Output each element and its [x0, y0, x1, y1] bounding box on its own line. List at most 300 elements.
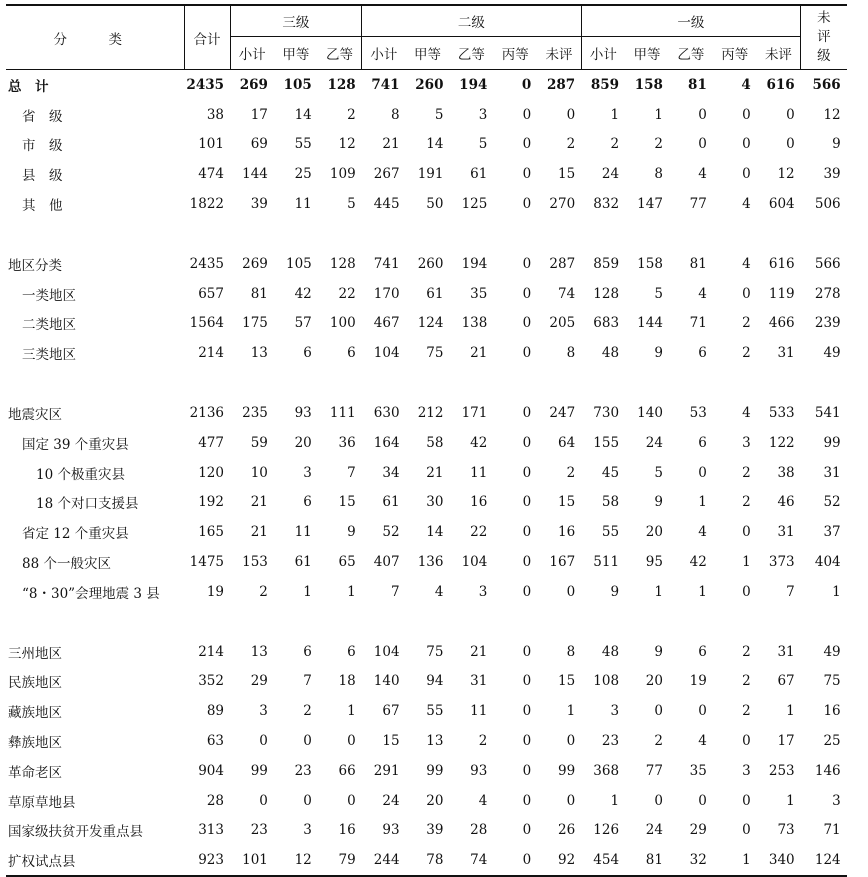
table-cell: 4 — [698, 166, 707, 183]
table-cell: 158 — [634, 76, 663, 93]
table-row — [6, 159, 847, 189]
table-cell: 0 — [522, 106, 532, 123]
table-cell: 14 — [426, 136, 444, 153]
table-cell: 741 — [371, 76, 400, 93]
table-cell: 53 — [689, 405, 707, 422]
table-cell: 0 — [742, 166, 751, 183]
table-cell: 16 — [338, 822, 356, 839]
table-cell: 146 — [814, 762, 841, 779]
table-cell: 2 — [654, 733, 663, 750]
table-cell: 0 — [742, 822, 751, 839]
table-cell: 81 — [250, 285, 268, 302]
table-cell: 0 — [522, 196, 532, 213]
table-cell: 657 — [198, 285, 224, 302]
table-cell: 78 — [406, 845, 450, 876]
table-cell: 4 — [742, 196, 751, 213]
table-cell: 9 — [654, 643, 663, 660]
subheader-level2-0: 小计 — [362, 37, 406, 70]
table-cell: 108 — [593, 673, 620, 690]
table-cell: 0 — [522, 643, 532, 660]
table-cell: 31 — [777, 643, 795, 660]
table-cell: 120 — [198, 464, 224, 481]
row-label: 其 他 — [22, 198, 63, 215]
table-row — [6, 786, 847, 816]
table-cell: 7 — [347, 464, 356, 481]
table-cell: 11 — [470, 464, 488, 481]
table-cell: 0 — [522, 464, 532, 481]
table-cell: 0 — [742, 106, 751, 123]
table-cell: 859 — [590, 76, 620, 93]
table-cell: 6 — [698, 434, 707, 451]
table-cell: 20 — [645, 673, 663, 690]
table-cell: 2 — [742, 643, 751, 660]
table-cell: 0 — [522, 703, 532, 720]
header-group-level2: 二级 — [362, 5, 581, 37]
table-cell: 616 — [768, 255, 795, 272]
table-cell: 1 — [713, 845, 757, 876]
table-row — [6, 279, 847, 309]
table-cell: 21 — [250, 494, 268, 511]
table-cell: 630 — [373, 405, 400, 422]
table-cell: 9 — [610, 583, 620, 600]
table-cell: 99 — [250, 762, 268, 779]
table-cell: 313 — [198, 822, 224, 839]
table-cell: 0 — [742, 733, 751, 750]
table-cell: 17 — [250, 106, 268, 123]
table-row — [6, 756, 847, 786]
spacer-row — [6, 368, 847, 398]
table-cell: 17 — [777, 733, 795, 750]
table-cell: 73 — [777, 822, 795, 839]
table-cell: 0 — [786, 136, 795, 153]
table-cell: 194 — [461, 255, 488, 272]
table-cell: 239 — [814, 315, 841, 332]
table-cell: 0 — [566, 792, 576, 809]
table-cell: 604 — [768, 196, 795, 213]
table-cell: 170 — [373, 285, 400, 302]
table-cell: 119 — [768, 285, 795, 302]
table-cell: 3 — [259, 703, 268, 720]
table-cell: 50 — [426, 196, 444, 213]
table-cell: 144 — [242, 166, 268, 183]
table-cell: 291 — [373, 762, 400, 779]
table-cell: 730 — [593, 405, 620, 422]
table-cell: 122 — [768, 434, 795, 451]
table-cell: 0 — [566, 583, 576, 600]
table-cell: 128 — [327, 76, 356, 93]
table-cell: 165 — [198, 524, 224, 541]
table-cell: 3 — [742, 434, 751, 451]
row-label: 18 个对口支援县 — [36, 496, 139, 513]
table-cell: 0 — [303, 792, 312, 809]
table-cell: 0 — [742, 583, 751, 600]
table-cell: 9 — [347, 524, 356, 541]
table-cell: 22 — [470, 524, 488, 541]
table-cell: 0 — [566, 733, 576, 750]
table-cell: 8 — [654, 166, 663, 183]
table-cell: 287 — [549, 255, 576, 272]
table-cell: 2136 — [189, 405, 224, 422]
table-cell: 1 — [698, 494, 707, 511]
table-cell: 26 — [557, 822, 576, 839]
table-cell: 16 — [557, 524, 576, 541]
table-cell: 61 — [426, 285, 444, 302]
table-row — [6, 637, 847, 667]
table-cell: 1 — [654, 106, 663, 123]
table-cell: 253 — [768, 762, 795, 779]
spacer-row — [6, 607, 847, 637]
table-cell: 23 — [294, 762, 312, 779]
table-cell: 42 — [470, 434, 488, 451]
row-label: 三州地区 — [8, 645, 62, 662]
table-cell: 270 — [549, 196, 576, 213]
table-cell: 24 — [645, 822, 663, 839]
table-cell: 0 — [347, 792, 356, 809]
table-cell: 22 — [338, 285, 356, 302]
spacer-cell — [6, 607, 847, 637]
table-cell: 77 — [645, 762, 663, 779]
table-cell: 81 — [689, 255, 707, 272]
row-label: 地震灾区 — [8, 407, 62, 424]
table-cell: 1 — [566, 703, 576, 720]
table-cell: 7 — [390, 583, 400, 600]
table-cell: 164 — [373, 434, 400, 451]
subheader-level1-2: 乙等 — [677, 47, 705, 63]
table-row — [6, 547, 847, 577]
table-cell: 15 — [557, 494, 576, 511]
table-cell: 12 — [274, 845, 318, 876]
table-cell: 11 — [294, 196, 312, 213]
table-row — [6, 577, 847, 607]
table-cell: 191 — [417, 166, 444, 183]
table-cell: 34 — [382, 464, 400, 481]
table-cell: 7 — [303, 673, 312, 690]
table-cell: 267 — [373, 166, 400, 183]
table-cell: 533 — [768, 405, 795, 422]
table-cell: 8 — [390, 106, 400, 123]
table-cell: 0 — [698, 136, 707, 153]
table-cell: 741 — [373, 255, 400, 272]
table-row — [6, 189, 847, 219]
table-cell: 3 — [478, 106, 488, 123]
table-cell: 683 — [593, 315, 620, 332]
table-cell: 16 — [470, 494, 488, 511]
table-cell: 1822 — [189, 196, 224, 213]
table-cell: 93 — [294, 405, 312, 422]
table-cell: 61 — [470, 166, 488, 183]
table-cell: 247 — [549, 405, 576, 422]
table-cell: 175 — [242, 315, 268, 332]
statistics-table-container — [6, 4, 842, 877]
table-cell: 6 — [303, 643, 312, 660]
table-cell: 260 — [417, 255, 444, 272]
table-cell: 3 — [742, 762, 751, 779]
row-label: 草原草地县 — [8, 794, 76, 811]
table-cell: 104 — [461, 554, 488, 571]
table-cell: 0 — [698, 106, 707, 123]
table-cell: 63 — [206, 733, 224, 750]
table-cell: 99 — [823, 434, 841, 451]
table-cell: 111 — [329, 405, 356, 422]
table-cell: 31 — [470, 673, 488, 690]
table-cell: 167 — [549, 554, 576, 571]
table-row — [6, 338, 847, 368]
table-cell: 28 — [470, 822, 488, 839]
table-cell: 404 — [814, 554, 841, 571]
subheader-level3-1: 甲等 — [282, 47, 310, 63]
row-label: 省定 12 个重灾县 — [22, 526, 129, 543]
subheader-level2-1: 甲等 — [414, 47, 442, 63]
table-cell: 125 — [461, 196, 488, 213]
table-cell: 192 — [198, 494, 224, 511]
table-cell: 109 — [329, 166, 356, 183]
table-cell: 64 — [557, 434, 576, 451]
table-cell: 14 — [294, 106, 312, 123]
table-cell: 0 — [522, 255, 532, 272]
table-cell: 1 — [786, 703, 795, 720]
row-label: 民族地区 — [8, 675, 62, 692]
table-cell: 904 — [198, 762, 224, 779]
table-cell: 21 — [470, 643, 488, 660]
table-cell: 0 — [742, 524, 751, 541]
table-cell: 55 — [426, 703, 444, 720]
table-cell: 49 — [823, 643, 841, 660]
table-cell: 13 — [250, 345, 268, 362]
subheader-level2-3: 丙等 — [501, 47, 529, 63]
table-cell: 38 — [777, 464, 795, 481]
table-cell: 20 — [294, 434, 312, 451]
row-label: 国家级扶贫开发重点县 — [8, 824, 143, 841]
table-cell: 0 — [522, 345, 532, 362]
table-row — [6, 398, 847, 428]
table-row — [6, 488, 847, 518]
hospital-grade-table — [6, 4, 847, 877]
table-cell: 2 — [742, 464, 751, 481]
table-cell: 0 — [259, 792, 268, 809]
table-cell: 4 — [742, 255, 751, 272]
table-cell: 42 — [294, 285, 312, 302]
table-cell: 2 — [566, 464, 576, 481]
table-cell: 2 — [742, 315, 751, 332]
table-cell: 52 — [823, 494, 841, 511]
table-cell: 4 — [698, 524, 707, 541]
table-cell: 0 — [522, 733, 532, 750]
table-cell: 153 — [242, 554, 268, 571]
table-header — [6, 5, 847, 70]
table-cell: 74 — [449, 845, 493, 876]
table-cell: 466 — [768, 315, 795, 332]
table-cell: 105 — [286, 255, 312, 272]
table-cell: 616 — [766, 76, 795, 93]
table-cell: 0 — [522, 762, 532, 779]
table-cell: 10 — [250, 464, 268, 481]
table-cell: 4 — [698, 285, 707, 302]
table-cell: 6 — [303, 494, 312, 511]
subheader-level3-2: 乙等 — [325, 47, 353, 63]
table-cell: 4 — [742, 405, 751, 422]
table-cell: 2 — [742, 703, 751, 720]
header-group-level3: 三级 — [230, 5, 362, 37]
table-cell: 138 — [461, 315, 488, 332]
table-cell: 2435 — [189, 255, 224, 272]
table-cell: 1 — [786, 792, 795, 809]
spacer-cell — [6, 219, 847, 249]
table-cell: 38 — [206, 106, 224, 123]
row-label: 三类地区 — [22, 347, 76, 364]
table-cell: 1 — [347, 583, 356, 600]
table-cell: 92 — [537, 845, 581, 876]
table-cell: 23 — [601, 733, 620, 750]
table-cell: 77 — [689, 196, 707, 213]
subheader-level3-0: 小计 — [230, 37, 274, 70]
subheader-level1-4: 未评 — [764, 47, 792, 63]
table-cell: 15 — [338, 494, 356, 511]
table-cell: 2 — [610, 136, 620, 153]
table-cell: 1 — [347, 703, 356, 720]
table-cell: 100 — [329, 315, 356, 332]
table-cell: 128 — [593, 285, 620, 302]
table-cell: 11 — [294, 524, 312, 541]
table-cell: 11 — [470, 703, 488, 720]
table-cell: 0 — [522, 166, 532, 183]
subheader-level2-2: 乙等 — [457, 47, 485, 63]
table-cell: 21 — [470, 345, 488, 362]
table-cell: 81 — [688, 76, 707, 93]
table-cell: 15 — [557, 673, 576, 690]
table-cell: 8 — [566, 345, 576, 362]
table-row — [6, 70, 847, 100]
table-cell: 373 — [768, 554, 795, 571]
table-cell: 454 — [581, 845, 625, 876]
table-cell: 19 — [206, 583, 224, 600]
table-cell: 5 — [654, 285, 663, 302]
table-row — [6, 816, 847, 846]
table-cell: 74 — [557, 285, 576, 302]
table-cell: 4 — [741, 76, 751, 93]
table-cell: 25 — [823, 733, 841, 750]
spacer-row — [6, 219, 847, 249]
table-cell: 18 — [338, 673, 356, 690]
table-cell: 29 — [250, 673, 268, 690]
table-cell: 269 — [242, 255, 268, 272]
table-cell: 566 — [814, 255, 841, 272]
table-cell: 31 — [823, 464, 841, 481]
table-cell: 506 — [814, 196, 841, 213]
table-cell: 3 — [610, 703, 620, 720]
table-cell: 29 — [689, 822, 707, 839]
table-cell: 93 — [470, 762, 488, 779]
table-cell: 67 — [777, 673, 795, 690]
table-cell: 6 — [347, 643, 356, 660]
table-cell: 566 — [812, 76, 841, 93]
table-cell: 9 — [832, 136, 841, 153]
table-cell: 0 — [786, 106, 795, 123]
table-cell: 212 — [417, 405, 444, 422]
table-cell: 61 — [294, 554, 312, 571]
table-cell: 39 — [426, 822, 444, 839]
table-cell: 0 — [303, 733, 312, 750]
table-cell: 105 — [283, 76, 312, 93]
table-cell: 260 — [415, 76, 444, 93]
table-cell: 1 — [303, 583, 312, 600]
table-cell: 0 — [654, 703, 663, 720]
table-cell: 21 — [382, 136, 400, 153]
table-cell: 5 — [347, 196, 356, 213]
table-cell: 140 — [637, 405, 663, 422]
table-cell: 94 — [426, 673, 444, 690]
table-cell: 104 — [373, 643, 400, 660]
table-cell: 4 — [698, 733, 707, 750]
table-cell: 95 — [645, 554, 663, 571]
table-cell: 0 — [522, 792, 532, 809]
table-cell: 474 — [198, 166, 224, 183]
table-cell: 99 — [557, 762, 576, 779]
table-cell: 1 — [610, 106, 620, 123]
table-row — [6, 696, 847, 726]
table-cell: 0 — [259, 733, 268, 750]
table-cell: 35 — [689, 762, 707, 779]
table-cell: 75 — [426, 345, 444, 362]
table-cell: 0 — [654, 792, 663, 809]
table-cell: 0 — [698, 703, 707, 720]
table-cell: 79 — [318, 845, 362, 876]
table-cell: 2 — [347, 106, 356, 123]
table-cell: 7 — [786, 583, 795, 600]
table-cell: 0 — [522, 405, 532, 422]
table-cell: 21 — [250, 524, 268, 541]
table-cell: 12 — [338, 136, 356, 153]
table-cell: 0 — [522, 315, 532, 332]
table-cell: 278 — [814, 285, 841, 302]
table-cell: 104 — [373, 345, 400, 362]
table-cell: 52 — [382, 524, 400, 541]
table-cell: 2 — [259, 583, 268, 600]
row-label: 藏族地区 — [8, 705, 62, 722]
table-cell: 0 — [742, 285, 751, 302]
table-cell: 124 — [417, 315, 444, 332]
table-cell: 2 — [742, 494, 751, 511]
table-row — [6, 309, 847, 339]
table-cell: 75 — [823, 673, 841, 690]
table-cell: 6 — [698, 643, 707, 660]
subheader-level2-4: 未评 — [545, 47, 573, 63]
table-cell: 49 — [823, 345, 841, 362]
table-cell: 155 — [593, 434, 620, 451]
table-cell: 1 — [610, 792, 620, 809]
table-cell: 3 — [832, 792, 841, 809]
subheader-level1-1: 甲等 — [633, 47, 661, 63]
table-cell: 45 — [601, 464, 620, 481]
table-cell: 1 — [698, 583, 707, 600]
table-cell: 144 — [637, 315, 663, 332]
table-cell: 75 — [426, 643, 444, 660]
table-cell: 6 — [303, 345, 312, 362]
table-cell: 0 — [522, 434, 532, 451]
table-cell: 158 — [637, 255, 663, 272]
table-row — [6, 100, 847, 130]
table-cell: 20 — [645, 524, 663, 541]
table-cell: 36 — [338, 434, 356, 451]
table-cell: 194 — [459, 76, 488, 93]
table-cell: 147 — [637, 196, 663, 213]
table-cell: 214 — [198, 643, 224, 660]
table-cell: 25 — [294, 166, 312, 183]
table-cell: 6 — [698, 345, 707, 362]
row-label: 国定 39 个重灾县 — [22, 436, 129, 453]
table-cell: 269 — [239, 76, 268, 93]
table-cell: 46 — [777, 494, 795, 511]
table-cell: 58 — [601, 494, 620, 511]
